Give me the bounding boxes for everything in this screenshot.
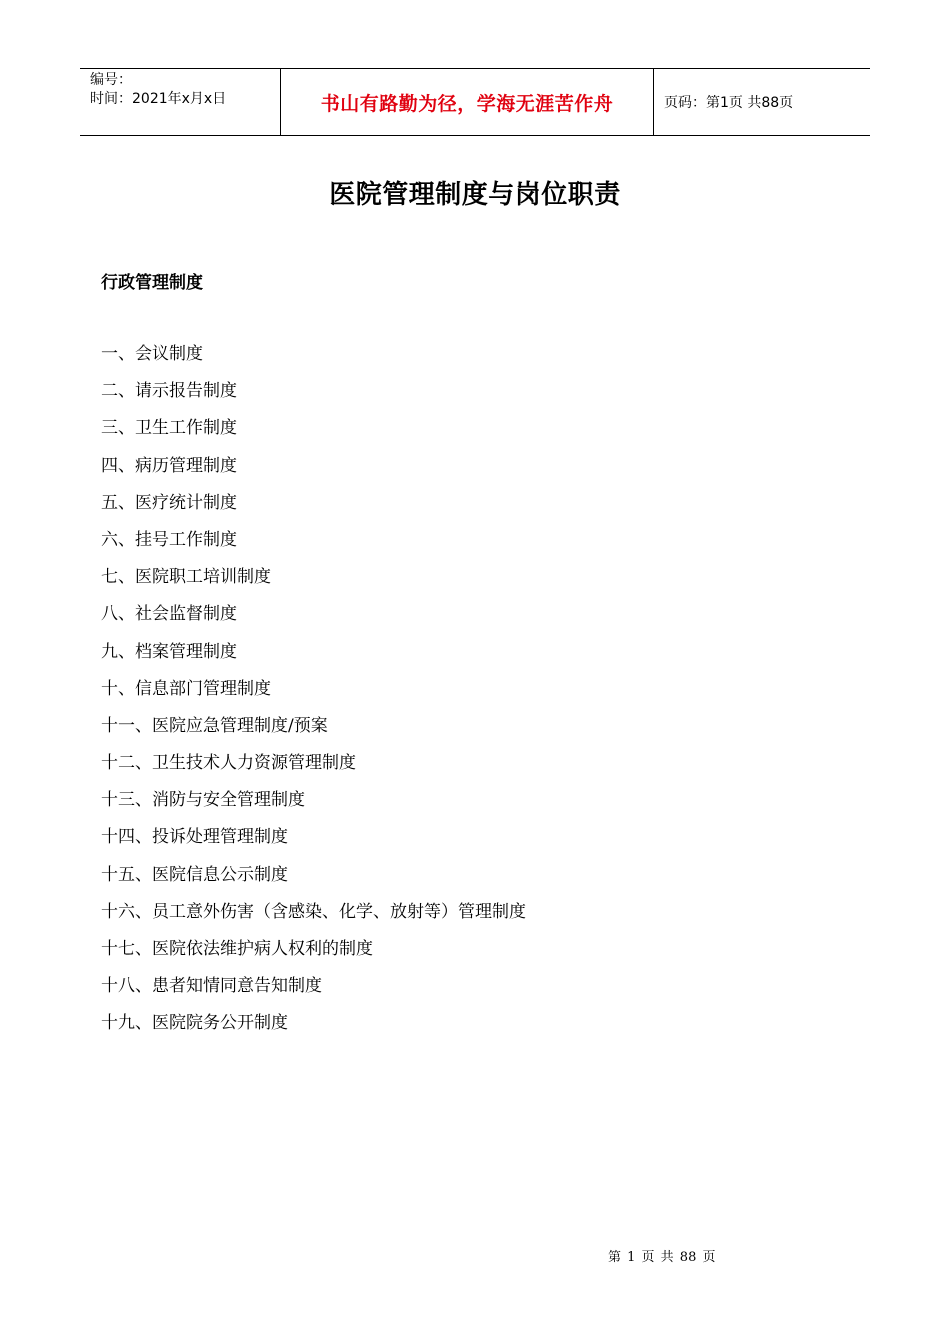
regulation-list — [101, 342, 526, 1049]
page-title: 医院管理制度与岗位职责 — [329, 180, 621, 210]
page-footer: 第 1 页 共 88 页 — [608, 1250, 716, 1265]
list-item: 七、医院职工培训制度 — [101, 567, 271, 588]
list-item: 十六、员工意外伤害（含感染、化学、放射等）管理制度 — [101, 901, 526, 922]
list-item: 九、档案管理制度 — [101, 641, 237, 662]
list-item: 十一、医院应急管理制度/预案 — [101, 715, 328, 736]
header-page-cell — [654, 69, 870, 135]
list-item: 一、会议制度 — [101, 344, 203, 364]
list-item: 十八、患者知情同意告知制度 — [101, 976, 322, 997]
header-motto: 书山有路勤为径，学海无涯苦作舟 — [320, 92, 614, 115]
list-item: 十三、消防与安全管理制度 — [101, 790, 305, 811]
header-meta-cell — [80, 69, 281, 135]
header-motto-cell — [281, 69, 654, 135]
list-item: 四、病历管理制度 — [101, 455, 237, 476]
list-item: 十五、医院信息公示制度 — [101, 864, 288, 885]
list-item: 三、卫生工作制度 — [101, 418, 237, 439]
list-item: 十、信息部门管理制度 — [101, 678, 271, 699]
document-date: 时间：2021年x月x日 — [90, 91, 227, 107]
list-item: 六、挂号工作制度 — [101, 529, 237, 550]
list-item: 二、请示报告制度 — [101, 381, 237, 402]
list-item: 八、社会监督制度 — [101, 604, 237, 625]
list-item: 十七、医院依法维护病人权利的制度 — [101, 939, 373, 959]
header-page-info: 页码：第1页 共88页 — [664, 95, 794, 111]
section-title: 行政管理制度 — [101, 273, 203, 293]
list-item: 五、医疗统计制度 — [101, 492, 237, 513]
list-item: 十二、卫生技术人力资源管理制度 — [101, 753, 356, 774]
document-number-label: 编号： — [90, 72, 132, 88]
list-item: 十四、投诉处理管理制度 — [101, 827, 288, 848]
list-item: 十九、医院院务公开制度 — [101, 1013, 288, 1034]
document-header — [80, 68, 870, 136]
